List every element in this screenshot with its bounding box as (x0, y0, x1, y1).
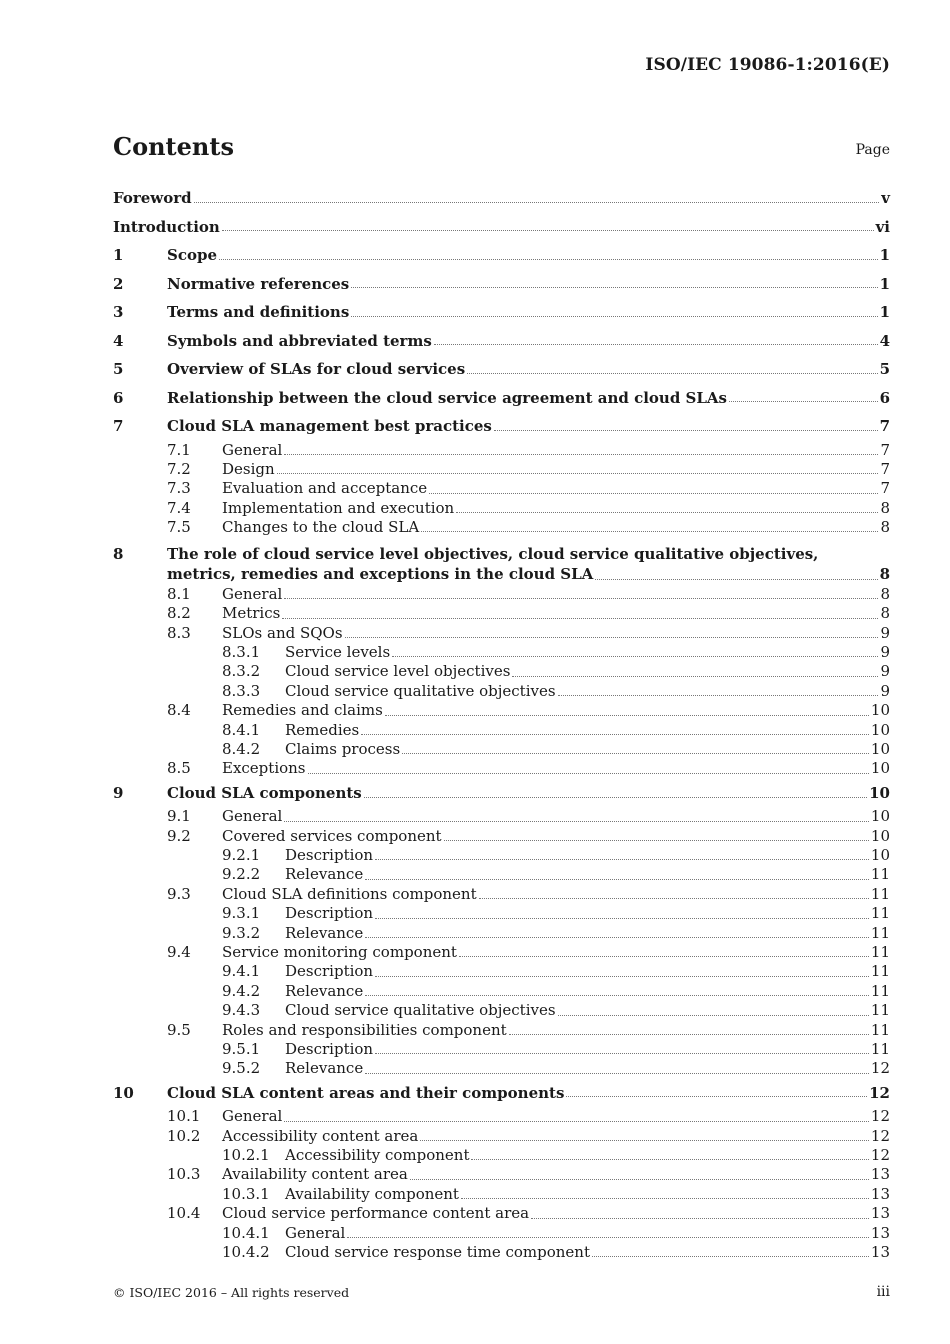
dot-leader (284, 598, 878, 599)
toc-number: 7.1 (167, 440, 191, 459)
toc-number: 2 (113, 274, 124, 293)
toc-label: General (222, 1107, 283, 1126)
dot-leader (308, 773, 869, 774)
toc-label: Metrics (222, 604, 281, 623)
toc-number: 9.4.3 (222, 1001, 261, 1020)
dot-leader (364, 797, 867, 798)
dot-leader (351, 316, 877, 317)
toc-number: 10.3 (167, 1165, 201, 1184)
toc-entry-section-3[interactable] (113, 298, 890, 327)
toc-number: 9.2 (167, 826, 191, 845)
toc-page: 6 (879, 388, 890, 407)
toc-label: Relevance (285, 981, 364, 1000)
toc-page: 8 (880, 498, 890, 517)
toc-label: General (222, 584, 283, 603)
dot-leader (410, 1179, 869, 1180)
toc-entry-section-7[interactable] (113, 412, 890, 441)
toc-label: Terms and definitions (167, 303, 350, 322)
toc-number: 10.4 (167, 1204, 201, 1223)
dot-leader (479, 898, 869, 899)
toc-label: General (222, 807, 283, 826)
toc-number: 10.2.1 (222, 1146, 270, 1164)
toc-label: Cloud service qualitative objectives (285, 681, 556, 700)
toc-number: 8.2 (167, 604, 191, 623)
toc-page: 13 (870, 1223, 890, 1242)
toc-label: Implementation and execution (222, 498, 455, 517)
dot-leader (459, 956, 869, 957)
toc-page: 12 (870, 1107, 890, 1126)
toc-number: 8.4.1 (222, 720, 261, 739)
toc-page: 1 (879, 274, 890, 293)
contents-title: Contents (113, 132, 234, 161)
dot-leader (512, 676, 878, 677)
toc-entry-10-2-1[interactable] (113, 1146, 890, 1165)
toc-label: General (285, 1223, 346, 1242)
toc-label: Availability content area (222, 1165, 408, 1184)
toc-entry-10-1[interactable] (113, 1107, 890, 1126)
toc-number: 9.4.1 (222, 962, 261, 981)
toc-page: 7 (880, 479, 890, 498)
toc-number: 10.1 (167, 1107, 201, 1126)
toc-entry-9-5[interactable] (113, 1021, 890, 1040)
toc-label: Cloud service qualitative objectives (285, 1001, 556, 1020)
toc-page: 5 (879, 360, 890, 379)
toc-label: Description (285, 846, 374, 865)
toc-entry-9-2-1[interactable] (113, 846, 890, 865)
toc-label: Changes to the cloud SLA (222, 518, 420, 537)
dot-leader (365, 995, 869, 996)
toc-entry-8-5[interactable] (113, 759, 890, 778)
toc-label: Overview of SLAs for cloud services (167, 360, 466, 379)
toc-entry-9-1[interactable] (113, 807, 890, 826)
toc-page: 11 (870, 962, 890, 981)
toc-entry-8-3-3[interactable] (113, 682, 890, 701)
dot-leader (421, 531, 878, 532)
toc-page: 11 (870, 1001, 890, 1020)
toc-label: Introduction (113, 217, 220, 236)
dot-leader (375, 976, 869, 977)
toc-number: 4 (113, 331, 124, 350)
dot-leader (361, 734, 869, 735)
toc-label: Description (285, 904, 374, 923)
toc-label: Cloud service level objectives (285, 662, 511, 681)
dot-leader (566, 1096, 867, 1097)
toc-number: 8.3.1 (222, 643, 261, 662)
toc-entry-section-8[interactable] (113, 545, 890, 565)
dot-leader (392, 656, 878, 657)
toc-label-line-1: The role of cloud service level objectives, cloud service qualitative objectives, (167, 545, 819, 564)
toc-page: 11 (870, 942, 890, 961)
toc-number: 9.5.1 (222, 1039, 261, 1058)
dot-leader (471, 1159, 868, 1160)
toc-number: 9.1 (167, 807, 191, 826)
toc-entry-9-4[interactable] (113, 943, 890, 962)
toc-label: Cloud service response time component (285, 1242, 590, 1261)
toc-label: Cloud SLA components (167, 784, 362, 802)
toc-label: Normative references (167, 274, 350, 293)
toc-label: Cloud SLA content areas and their components (167, 1083, 565, 1102)
dot-leader (194, 202, 880, 203)
toc-page: 11 (870, 884, 890, 903)
toc-page: vi (875, 217, 890, 236)
toc-page: 10 (869, 784, 890, 802)
toc-entry-10-2[interactable] (113, 1127, 890, 1146)
toc-page: 8 (880, 604, 890, 623)
toc-number: 8.5 (167, 759, 191, 778)
toc-page: v (881, 189, 890, 208)
dot-leader (402, 753, 869, 754)
dot-leader (420, 1140, 869, 1141)
toc-number: 7.3 (167, 479, 191, 498)
table-of-contents (113, 184, 890, 1262)
toc-page: 12 (869, 1083, 890, 1102)
toc-number: 7.5 (167, 518, 191, 537)
toc-entry-8-4-2[interactable] (113, 740, 890, 759)
toc-number: 5 (113, 360, 124, 379)
toc-entry-8-1[interactable] (113, 585, 890, 604)
toc-label: Symbols and abbreviated terms (167, 331, 432, 350)
toc-page: 7 (880, 440, 890, 459)
dot-leader (595, 579, 877, 580)
dot-leader (592, 1256, 869, 1257)
toc-label: Cloud SLA management best practices (167, 417, 492, 436)
toc-label: Claims process (285, 739, 401, 758)
toc-entry-7-3[interactable] (113, 479, 890, 498)
toc-entry-10-3-1[interactable] (113, 1185, 890, 1204)
dot-leader (277, 473, 879, 474)
toc-page: 10 (870, 826, 890, 845)
toc-number: 9.5.2 (222, 1059, 261, 1078)
toc-label: Exceptions (222, 759, 306, 778)
toc-entry-8-2[interactable] (113, 604, 890, 623)
toc-label: Accessibility component (285, 1146, 470, 1164)
toc-number: 9.4 (167, 942, 191, 961)
toc-number: 8.4.2 (222, 739, 261, 758)
toc-number: 7.2 (167, 459, 191, 478)
toc-label: Relevance (285, 1059, 364, 1078)
dot-leader (429, 493, 878, 494)
toc-entry-9-4-1[interactable] (113, 962, 890, 981)
page-number: iii (876, 1284, 890, 1300)
toc-page: 12 (870, 1059, 890, 1078)
toc-number: 10.2 (167, 1126, 201, 1145)
toc-label: Description (285, 962, 374, 981)
toc-page: 10 (870, 759, 890, 778)
toc-entry-9-2-2[interactable] (113, 865, 890, 884)
toc-number: 10.4.2 (222, 1242, 270, 1261)
toc-label: Design (222, 459, 275, 478)
toc-number: 6 (113, 388, 124, 407)
toc-label: Cloud service performance content area (222, 1204, 530, 1223)
toc-page: 8 (880, 584, 890, 603)
dot-leader (365, 879, 869, 880)
toc-label: Relevance (285, 865, 364, 884)
toc-entry-section-5[interactable] (113, 355, 890, 384)
toc-page: 11 (870, 904, 890, 923)
toc-entry-7-1[interactable] (113, 441, 890, 460)
toc-page: 10 (870, 807, 890, 826)
toc-page: 11 (870, 865, 890, 884)
dot-leader (345, 637, 879, 638)
toc-label: Relationship between the cloud service agreement and cloud SLAs (167, 388, 727, 407)
toc-page: 10 (870, 739, 890, 758)
dot-leader (509, 1034, 869, 1035)
toc-label: Roles and responsibilities component (222, 1020, 507, 1039)
toc-page: 13 (870, 1184, 890, 1203)
toc-number: 3 (113, 303, 124, 322)
dot-leader (375, 1053, 869, 1054)
toc-number: 9.5 (167, 1020, 191, 1039)
copyright-notice: © ISO/IEC 2016 – All rights reserved (113, 1285, 350, 1300)
dot-leader (385, 715, 869, 716)
toc-page: 9 (880, 662, 890, 681)
toc-page: 9 (880, 681, 890, 700)
toc-entry-10-4-2[interactable] (113, 1243, 890, 1262)
toc-entry-section-8-continued[interactable] (113, 565, 890, 584)
toc-number: 8.3 (167, 623, 191, 642)
toc-entry-section-1[interactable] (113, 241, 890, 270)
toc-number: 9.3 (167, 884, 191, 903)
page-column-label: Page (855, 142, 890, 158)
toc-page: 13 (870, 1242, 890, 1261)
toc-entry-9-5-2[interactable] (113, 1059, 890, 1078)
toc-label: Relevance (285, 923, 364, 942)
toc-page: 11 (870, 1020, 890, 1039)
toc-entry-10-4[interactable] (113, 1204, 890, 1223)
toc-number: 8.4 (167, 701, 191, 720)
dot-leader (531, 1218, 869, 1219)
toc-page: 11 (870, 923, 890, 942)
toc-entry-9-2[interactable] (113, 827, 890, 846)
toc-entry-8-4[interactable] (113, 701, 890, 720)
dot-leader (467, 373, 877, 374)
toc-label: Covered services component (222, 826, 442, 845)
toc-page: 4 (879, 331, 890, 350)
toc-page: 1 (879, 246, 890, 265)
toc-page: 10 (870, 846, 890, 865)
toc-entry-9-4-2[interactable] (113, 982, 890, 1001)
toc-page: 13 (870, 1165, 890, 1184)
dot-leader (282, 618, 878, 619)
dot-leader (434, 344, 878, 345)
toc-number: 9 (113, 784, 124, 802)
document-id: ISO/IEC 19086-1:2016(E) (645, 55, 890, 75)
toc-number: 7 (113, 417, 124, 436)
toc-page: 8 (879, 565, 890, 584)
toc-entry-7-2[interactable] (113, 460, 890, 479)
toc-page: 10 (870, 720, 890, 739)
toc-page: 10 (870, 701, 890, 720)
toc-number: 7.4 (167, 498, 191, 517)
toc-label: Service monitoring component (222, 942, 457, 961)
dot-leader (365, 1073, 869, 1074)
toc-entry-9-5-1[interactable] (113, 1040, 890, 1059)
dot-leader (461, 1198, 869, 1199)
toc-entry-8-3-2[interactable] (113, 662, 890, 681)
dot-leader (284, 821, 869, 822)
toc-page: 13 (870, 1204, 890, 1223)
toc-entry-7-5[interactable] (113, 518, 890, 537)
toc-label: Cloud SLA definitions component (222, 884, 477, 903)
toc-entry-8-3[interactable] (113, 624, 890, 643)
toc-number: 9.3.1 (222, 904, 261, 923)
toc-number: 10 (113, 1083, 134, 1102)
toc-number: 8.3.2 (222, 662, 261, 681)
toc-entry-9-3[interactable] (113, 885, 890, 904)
toc-number: 8.1 (167, 584, 191, 603)
toc-entry-introduction[interactable] (113, 213, 890, 242)
toc-number: 10.4.1 (222, 1223, 270, 1242)
toc-number: 10.3.1 (222, 1184, 270, 1203)
toc-number: 8.3.3 (222, 681, 261, 700)
toc-entry-section-6[interactable] (113, 384, 890, 413)
dot-leader (558, 1015, 869, 1016)
toc-entry-7-4[interactable] (113, 499, 890, 518)
dot-leader (375, 859, 869, 860)
toc-label: Remedies (285, 720, 360, 739)
toc-label: SLOs and SQOs (222, 623, 343, 642)
toc-page: 9 (880, 643, 890, 662)
toc-label: Availability component (285, 1184, 459, 1203)
toc-entry-10-4-1[interactable] (113, 1224, 890, 1243)
toc-number: 8 (113, 545, 124, 564)
toc-page: 7 (880, 459, 890, 478)
toc-number: 9.4.2 (222, 981, 261, 1000)
toc-page: 12 (870, 1126, 890, 1145)
toc-label: Remedies and claims (222, 701, 383, 720)
dot-leader (365, 937, 869, 938)
toc-number: 9.2.2 (222, 865, 261, 884)
dot-leader (351, 287, 877, 288)
dot-leader (284, 1121, 869, 1122)
dot-leader (222, 230, 874, 231)
toc-label: Evaluation and acceptance (222, 479, 428, 498)
dot-leader (558, 695, 879, 696)
toc-entry-section-9[interactable] (113, 779, 890, 808)
toc-page: 12 (870, 1146, 890, 1164)
dot-leader (219, 259, 878, 260)
toc-label: Foreword (113, 189, 192, 208)
toc-page: 11 (870, 1039, 890, 1058)
toc-label-line-2: metrics, remedies and exceptions in the cloud SLA (167, 565, 594, 584)
toc-entry-9-4-3[interactable] (113, 1001, 890, 1020)
toc-entry-10-3[interactable] (113, 1165, 890, 1184)
dot-leader (456, 512, 878, 513)
dot-leader (284, 454, 878, 455)
toc-number: 9.3.2 (222, 923, 261, 942)
toc-page: 11 (870, 981, 890, 1000)
toc-label: Scope (167, 246, 218, 265)
toc-entry-section-2[interactable] (113, 270, 890, 299)
toc-label: General (222, 440, 283, 459)
dot-leader (347, 1237, 869, 1238)
toc-page: 9 (880, 623, 890, 642)
toc-label: Description (285, 1039, 374, 1058)
dot-leader (375, 918, 869, 919)
toc-entry-9-3-1[interactable] (113, 904, 890, 923)
toc-entry-section-10[interactable] (113, 1079, 890, 1108)
toc-entry-section-4[interactable] (113, 327, 890, 356)
toc-page: 7 (879, 417, 890, 436)
dot-leader (494, 430, 878, 431)
toc-entry-8-4-1[interactable] (113, 721, 890, 740)
toc-page: 8 (880, 518, 890, 537)
toc-entry-foreword[interactable] (113, 184, 890, 213)
toc-number: 1 (113, 246, 124, 265)
toc-label: Service levels (285, 643, 391, 662)
toc-number: 9.2.1 (222, 846, 261, 865)
dot-leader (729, 401, 878, 402)
toc-entry-9-3-2[interactable] (113, 924, 890, 943)
toc-entry-8-3-1[interactable] (113, 643, 890, 662)
toc-label: Accessibility content area (222, 1126, 419, 1145)
toc-page: 1 (879, 303, 890, 322)
dot-leader (444, 840, 869, 841)
